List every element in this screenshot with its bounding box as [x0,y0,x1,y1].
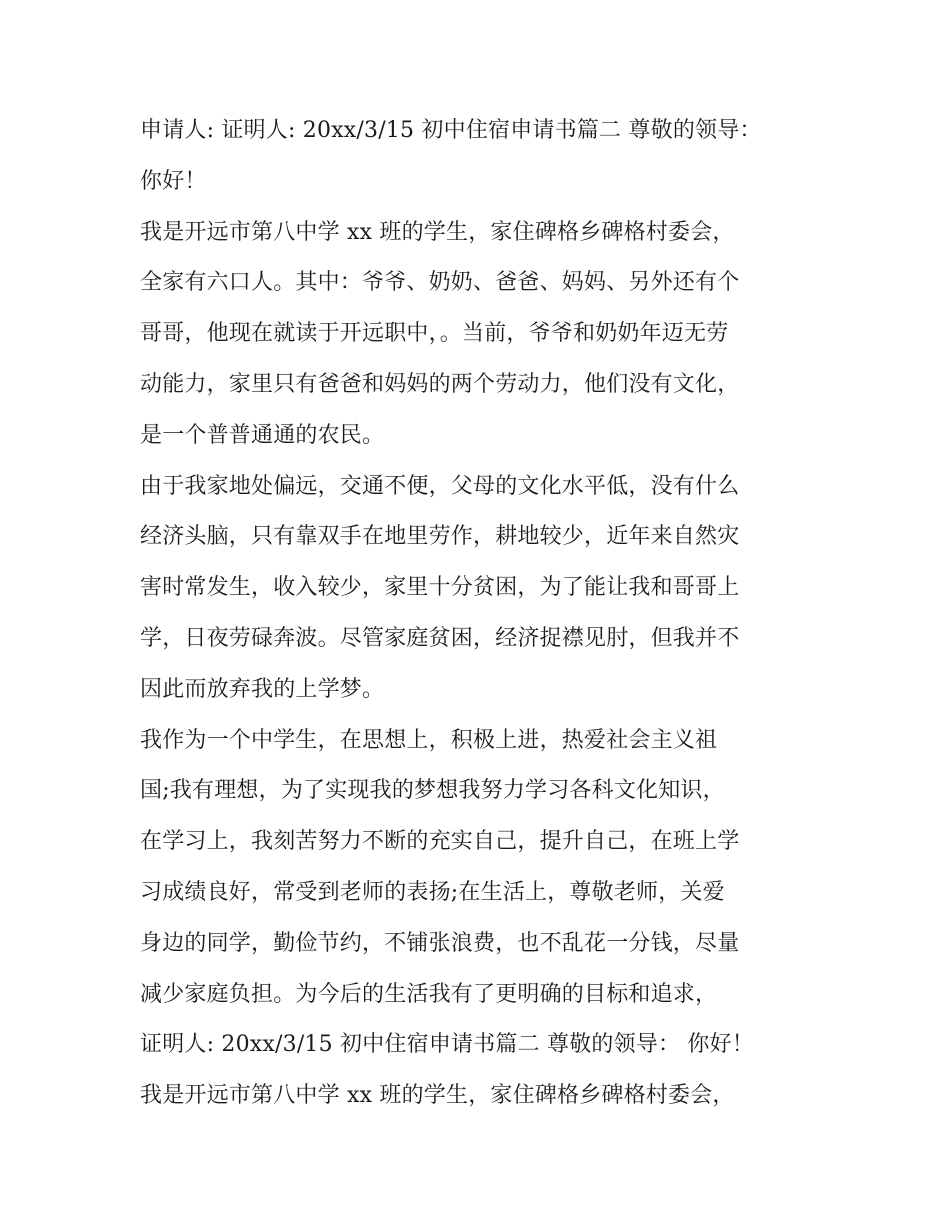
text-line-10: 害时常发生，收入较少，家里十分贫困，为了能让我和哥哥上 [140,575,740,601]
text-line-17: 身边的同学，勤俭节约，不铺张浪费，也不乱花一分钱，尽量 [140,930,740,956]
text-line-9: 经济头脑，只有靠双手在地里劳作，耕地较少，近年来自然灾 [140,524,740,550]
text-line-4: 全家有六口人。其中：爷爷、奶奶、爸爸、妈妈、另外还有个 [140,270,740,296]
text-line-15: 在学习上，我刻苦努力不断的充实自己，提升自己，在班上学 [140,829,740,855]
text-line-3: 我是开远市第八中学 xx 班的学生，家住碑格乡碑格村委会， [140,219,735,245]
text-line-18: 减少家庭负担。为今后的生活我有了更明确的目标和追求， [140,981,718,1007]
text-line-11: 学，日夜劳碌奔波。尽管家庭贫困，经济捉襟见肘，但我并不 [140,625,740,651]
text-line-7: 是一个普普通通的农民。 [140,422,385,448]
text-line-20: 我是开远市第八中学 xx 班的学生，家住碑格乡碑格村委会， [140,1083,735,1109]
text-line-16: 习成绩良好，常受到老师的表扬;在生活上，尊敬老师，关爱 [140,879,725,905]
text-line-19: 证明人: 20xx/3/15 初中住宿申请书篇二 尊敬的领导： 你好！ [140,1032,755,1058]
text-line-8: 由于我家地处偏远，交通不便，父母的文化水平低，没有什么 [140,473,740,499]
text-line-2: 你好！ [140,168,207,194]
text-line-5: 哥哥，他现在就读于开远职中，。当前，爷爷和奶奶年迈无劳 [140,321,729,347]
text-line-14: 国;我有理想，为了实现我的梦想我努力学习各科文化知识， [140,778,725,804]
text-line-12: 因此而放弃我的上学梦。 [140,676,385,702]
document-body [140,106,840,1122]
text-line-13: 我作为一个中学生，在思想上，积极上进，热爱社会主义祖 [140,727,718,753]
text-line-6: 动能力，家里只有爸爸和妈妈的两个劳动力，他们没有文化， [140,371,740,397]
text-line-1: 申请人: 证明人: 20xx/3/15 初中住宿申请书篇二 尊敬的领导： [140,118,762,143]
